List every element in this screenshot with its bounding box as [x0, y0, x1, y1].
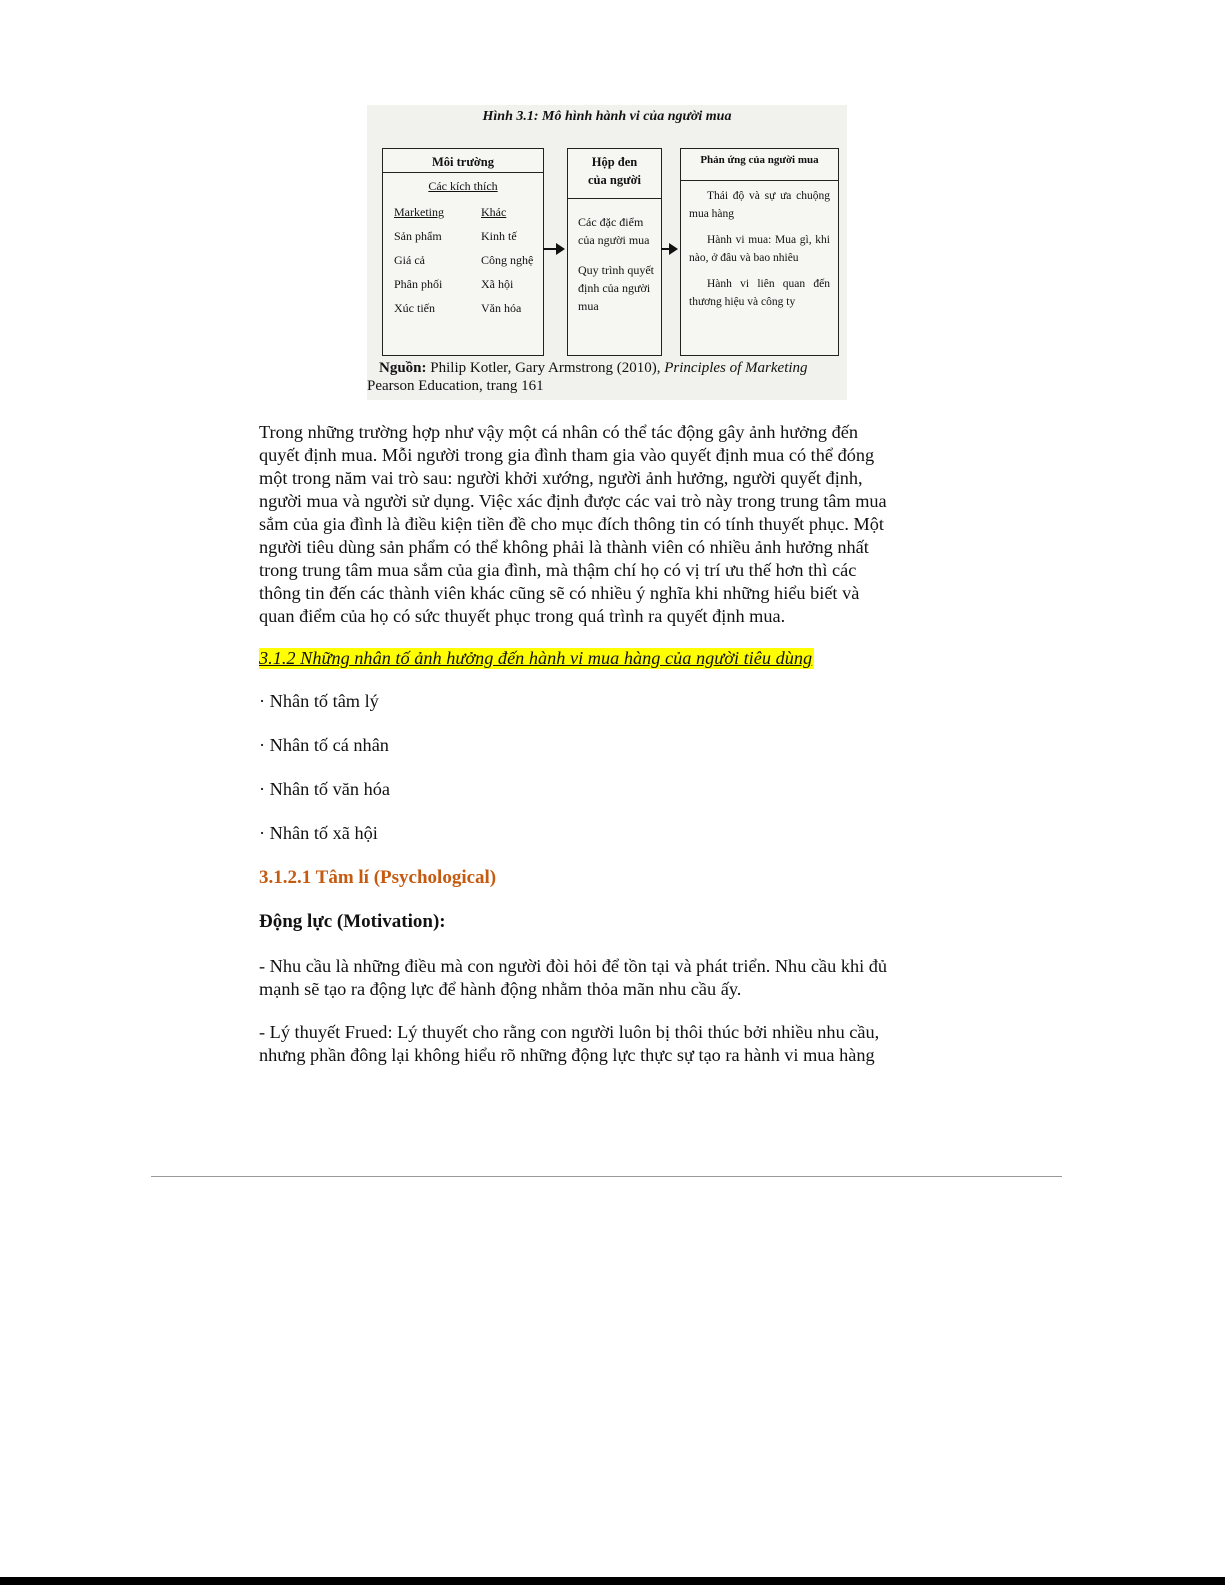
stimuli-label: Các kích thích	[428, 179, 498, 193]
response-item: Hành vi liên quan đến thương hiệu và công ty	[689, 278, 830, 308]
other-item: Kinh tế	[481, 229, 517, 243]
other-item: Công nghệ	[481, 253, 534, 267]
marketing-item: Xúc tiến	[394, 301, 435, 315]
black-box-header: Hộp đen của người	[568, 149, 661, 199]
paragraph-roles: Trong những trường hợp như vậy một cá nhân có thể tác động gây ảnh hưởng đến quyết định mua. Mỗi người trong gia đình tham gia vào quyết định mua có thể đóng một trong năm vai trò sau: người khởi xướng, người ảnh hưởng, người quyết định, người mua và người sử dụng. Việc xác định được các vai trò này trong trung tâm mua sắm của gia đình là điều kiện tiền đề cho mục đích thông tin có tính thuyết phục. Một người tiêu dùng sản phẩm có thể không phải là thành viên có nhiều ảnh hưởng nhất trong trung tâm mua sắm của gia đình, mà thậm chí họ có vị trí ưu thế hơn thì các thông tin đến các thành viên khác cũng sẽ có nhiều ý nghĩa khi những hiểu biết và quan điểm của họ có sức thuyết phục trong quá trình ra quyết định mua.	[259, 422, 887, 626]
section-heading-3121: 3.1.2.1 Tâm lí (Psychological)	[259, 867, 497, 888]
marketing-item: Giá cả	[394, 253, 425, 267]
bottom-edge	[0, 1577, 1225, 1585]
buyer-response-box	[680, 148, 839, 356]
environment-box	[382, 148, 544, 356]
paragraph-needs: - Nhu cầu là những điều mà con người đòi hỏi để tồn tại và phát triển. Nhu cầu khi đủ mạnh sẽ tạo ra động lực để hành động nhằm thỏa mãn nhu cầu ấy.	[259, 956, 888, 999]
arrow-right-icon	[661, 248, 676, 250]
marketing-header: Marketing	[394, 205, 444, 219]
figure-title: Hình 3.1: Mô hình hành vi của người mua	[482, 109, 732, 124]
figure-source: Nguồn: Philip Kotler, Gary Armstrong (2010), Principles of Marketing	[379, 360, 808, 376]
bullet-item: · Nhân tố cá nhân	[259, 735, 389, 755]
other-header: Khác	[481, 205, 507, 219]
response-item: Hành vi mua: Mua gì, khi nào, ở đâu và bao nhiêu	[689, 234, 830, 264]
section-heading-312: 3.1.2 Những nhân tố ảnh hưởng đến hành vi mua hàng của người tiêu dùng	[259, 648, 813, 668]
other-item: Xã hội	[481, 277, 514, 291]
other-item: Văn hóa	[481, 301, 522, 315]
buyer-characteristics: Các đặc điểm của người mua	[578, 215, 650, 247]
marketing-item: Sản phẩm	[394, 229, 442, 243]
black-box	[567, 148, 662, 356]
figure-buyer-behavior-model	[367, 105, 847, 400]
page-divider	[151, 1176, 1062, 1177]
environment-header: Môi trường	[383, 149, 543, 173]
buyer-response-header: Phản ứng của người mua	[681, 149, 838, 181]
bullet-item: · Nhân tố xã hội	[259, 823, 378, 843]
bullet-item: · Nhân tố tâm lý	[259, 691, 379, 711]
motivation-heading: Động lực (Motivation):	[259, 911, 446, 932]
arrow-right-icon	[543, 248, 563, 250]
marketing-item: Phân phối	[394, 277, 443, 291]
buyer-decision-process: Quy trình quyết định của người mua	[578, 263, 654, 313]
bullet-item: · Nhân tố văn hóa	[259, 779, 390, 799]
figure-source-line2: Pearson Education, trang 161	[367, 378, 544, 394]
paragraph-freud: - Lý thuyết Frued: Lý thuyết cho rằng con người luôn bị thôi thúc bởi nhiều nhu cầu, nhưng phần đông lại không hiểu rõ những động lực thực sự tạo ra hành vi mua hàng	[259, 1022, 880, 1065]
response-item: Thái độ và sự ưa chuộng mua hàng	[689, 190, 830, 220]
